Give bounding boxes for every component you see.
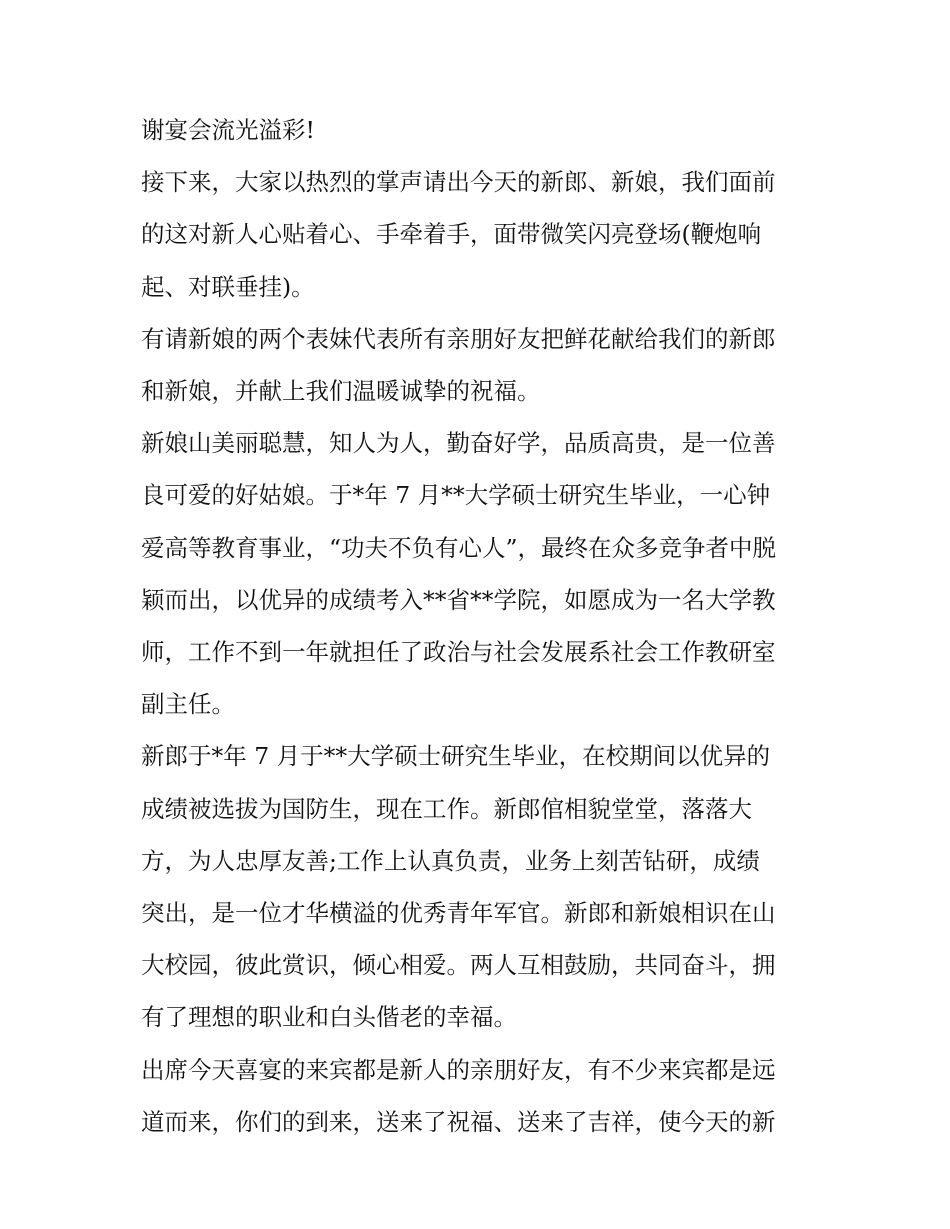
paragraph (141, 417, 821, 730)
text-line: 新郎于*年 7 月于**大学硕士研究生毕业，在校期间以优异的 (141, 742, 771, 771)
text-line: 师，工作不到一年就担任了政治与社会发展系社会工作教研室 (141, 638, 776, 667)
text-line: 突出，是一位才华横溢的优秀青年军官。新郎和新娘相识在山 (141, 899, 776, 928)
paragraph (141, 156, 821, 313)
text-line: 接下来，大家以热烈的掌声请出今天的新郎、新娘，我们面前 (141, 168, 776, 197)
text-line: 有了理想的职业和白头偕老的幸福。 (141, 1003, 517, 1032)
text-line: 有请新娘的两个表妹代表所有亲朋好友把鲜花献给我们的新郎 (141, 324, 776, 353)
text-line: 和新娘，并献上我们温暖诚挚的祝福。 (141, 377, 541, 406)
document-body (141, 104, 821, 1148)
text-line: 良可爱的好姑娘。于*年 7 月**大学硕士研究生毕业，一心钟 (141, 481, 771, 510)
text-line: 成绩被选拔为国防生，现在工作。新郎倌相貌堂堂，落落大 (141, 794, 752, 823)
text-line: 新娘山美丽聪慧，知人为人，勤奋好学，品质高贵，是一位善 (141, 429, 776, 458)
text-line: 起、对联垂挂)。 (141, 272, 315, 301)
text-line: 颖而出，以优异的成绩考入**省**学院，如愿成为一名大学教 (141, 585, 776, 614)
paragraph (141, 730, 821, 1043)
text-line: 副主任。 (141, 690, 235, 719)
text-line: 出席今天喜宴的来宾都是新人的亲朋好友，有不少来宾都是远 (141, 1055, 776, 1084)
paragraph (141, 104, 821, 156)
text-line: 谢宴会流光溢彩! (141, 116, 315, 144)
paragraph (141, 1044, 821, 1148)
text-line: 方，为人忠厚友善;工作上认真负责，业务上刻苦钻研，成绩 (141, 846, 760, 875)
text-line: 爱高等教育事业，“功夫不负有心人”，最终在众多竞争者中脱 (141, 533, 777, 562)
paragraph (141, 313, 821, 417)
text-line: 大校园，彼此赏识，倾心相爱。两人互相鼓励，共同奋斗，拥 (141, 951, 776, 980)
text-line: 道而来，你们的到来，送来了祝福、送来了吉祥，使今天的新 (141, 1107, 776, 1136)
text-line: 的这对新人心贴着心、手牵着手，面带微笑闪亮登场(鞭炮响 (141, 220, 762, 249)
